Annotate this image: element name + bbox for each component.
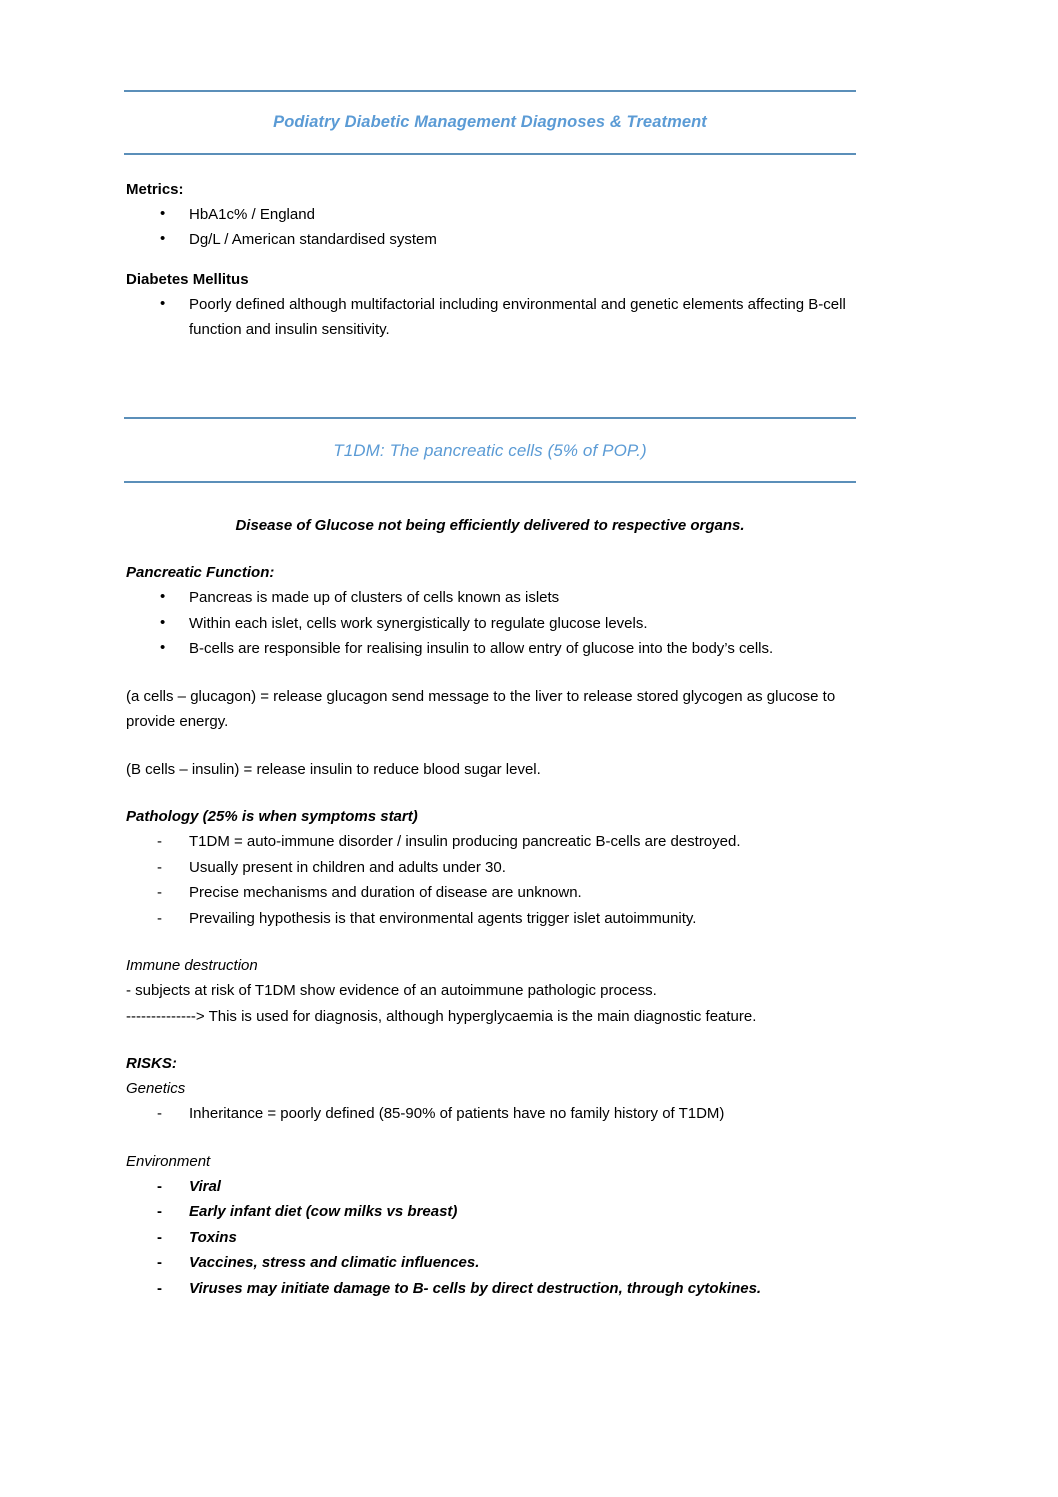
top-spacer-2 — [126, 60, 886, 90]
list-item: • Within each islet, cells work synergistically to regulate glucose levels. — [126, 611, 886, 637]
spacer-after-title — [126, 155, 886, 177]
beta-cells-note: (B cells – insulin) = release insulin to reduce blood sugar level. — [126, 760, 541, 778]
document-content — [126, 0, 886, 1301]
metrics-heading: Metrics: — [126, 180, 184, 198]
spacer-after-t1dm — [126, 483, 886, 513]
title-banner — [124, 90, 856, 155]
list-item: - Toxins — [126, 1225, 886, 1251]
list-item: • HbA1c% / England — [126, 202, 886, 228]
genetics-heading: Genetics — [126, 1080, 186, 1098]
genetics-list — [126, 1101, 886, 1127]
list-item: - Precise mechanisms and duration of disease are unknown. — [126, 880, 886, 906]
alpha-cells-note: (a cells – glucagon) = release glucagon send message to the liver to release stored glycogen as glucose to provide energy. — [126, 687, 836, 731]
spacer-before-risks — [126, 1029, 886, 1051]
list-item: - Viral — [126, 1174, 886, 1200]
t1dm-banner — [124, 417, 856, 483]
spacer-before-alpha — [126, 662, 886, 684]
spacer-after-metrics — [126, 253, 886, 267]
spacer-before-immune — [126, 931, 886, 953]
list-item: - Vaccines, stress and climatic influences. — [126, 1250, 886, 1276]
list-item: • B-cells are responsible for realising insulin to allow entry of glucose into the body’s cells. — [126, 636, 886, 662]
immune-destruction-line-1: - subjects at risk of T1DM show evidence of an autoimmune pathologic process. — [126, 982, 657, 1000]
pancreatic-function-list — [126, 585, 886, 662]
list-item: • Pancreas is made up of clusters of cells known as islets — [126, 585, 886, 611]
spacer-before-beta — [126, 735, 886, 757]
pathology-list — [126, 829, 886, 931]
top-spacer — [126, 0, 886, 60]
list-item: - T1DM = auto-immune disorder / insulin producing pancreatic B-cells are destroyed. — [126, 829, 886, 855]
metrics-list — [126, 202, 886, 253]
page-title: Podiatry Diabetic Management Diagnoses & Treatment — [273, 113, 707, 131]
list-item: - Viruses may initiate damage to B- cells by direct destruction, through cytokines. — [126, 1276, 886, 1302]
pancreatic-function-heading: Pancreatic Function: — [126, 564, 275, 582]
tagline: Disease of Glucose not being efficiently delivered to respective organs. — [235, 517, 745, 535]
list-item: - Usually present in children and adults under 30. — [126, 855, 886, 881]
diabetes-mellitus-list — [126, 292, 886, 343]
spacer-before-pathology — [126, 782, 886, 804]
list-item: - Prevailing hypothesis is that environmental agents trigger islet autoimmunity. — [126, 906, 886, 932]
t1dm-title: T1DM: The pancreatic cells (5% of POP.) — [333, 440, 647, 460]
immune-destruction-line-2: --------------> This is used for diagnosis, although hyperglycaemia is the main diagnostic feature. — [126, 1007, 757, 1025]
list-item: • Poorly defined although multifactorial including environmental and genetic elements affecting B-cell function and insulin sensitivity. — [126, 292, 886, 343]
spacer-before-environment — [126, 1127, 886, 1149]
pathology-heading: Pathology (25% is when symptoms start) — [126, 808, 418, 826]
diabetes-mellitus-heading: Diabetes Mellitus — [126, 270, 249, 288]
environment-list — [126, 1174, 886, 1302]
risks-heading: RISKS: — [126, 1055, 177, 1073]
list-item: - Early infant diet (cow milks vs breast) — [126, 1199, 886, 1225]
list-item: • Dg/L / American standardised system — [126, 227, 886, 253]
immune-destruction-heading: Immune destruction — [126, 957, 258, 975]
list-item: - Inheritance = poorly defined (85-90% of patients have no family history of T1DM) — [126, 1101, 886, 1127]
spacer-before-t1dm — [126, 343, 886, 417]
spacer-after-tagline — [126, 538, 886, 560]
environment-heading: Environment — [126, 1152, 211, 1170]
